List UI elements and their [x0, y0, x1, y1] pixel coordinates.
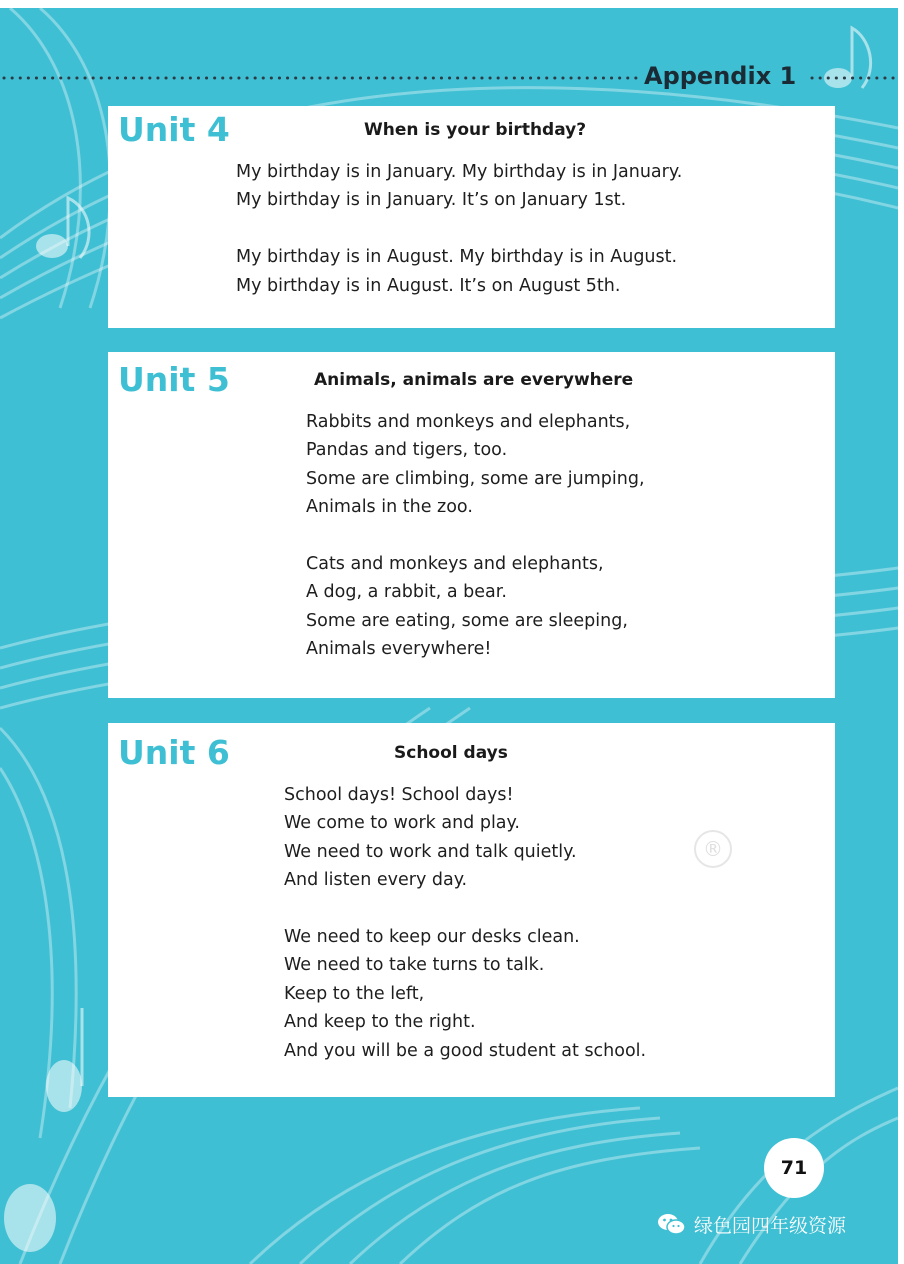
unit-5-lyrics [306, 408, 645, 664]
unit-4-lyrics [236, 158, 682, 300]
unit-4-panel [108, 106, 835, 328]
lyric-line: My birthday is in January. My birthday is in January. [236, 162, 683, 182]
lyric-line: And keep to the right. [284, 1012, 476, 1033]
unit-4-song-title: When is your birthday? [364, 120, 587, 140]
lyric-line: And listen every day. [284, 870, 468, 891]
lyric-line: Rabbits and monkeys and elephants, [306, 412, 631, 432]
unit-5-song-title: Animals, animals are everywhere [314, 370, 634, 390]
unit-4-heading: Unit 4 [118, 110, 230, 149]
unit-5-panel [108, 352, 835, 698]
lyric-line: Animals in the zoo. [306, 497, 473, 518]
lyric-line: Some are eating, some are sleeping, [306, 610, 628, 631]
lyric-line: Animals everywhere! [306, 639, 492, 660]
lyric-line: My birthday is in August. My birthday is in August. [236, 247, 678, 268]
lyric-line: Keep to the left, [284, 983, 425, 1004]
unit-6-heading: Unit 6 [118, 733, 230, 772]
lyric-line: And you will be a good student at school. [284, 1040, 647, 1061]
lyric-line: Some are climbing, some are jumping, [306, 468, 645, 489]
lyric-line: Pandas and tigers, too. [306, 440, 508, 461]
lyric-line: We come to work and play. [284, 813, 520, 834]
lyric-line: We need to take turns to talk. [284, 955, 545, 976]
page-number: 71 [764, 1138, 824, 1198]
lyric-line: A dog, a rabbit, a bear. [306, 582, 507, 603]
unit-5-heading: Unit 5 [118, 360, 230, 399]
lyric-line: School days! School days! [284, 785, 514, 805]
unit-6-lyrics [284, 781, 646, 1065]
watermark [656, 1208, 846, 1240]
lyric-line: Cats and monkeys and elephants, [306, 553, 604, 574]
appendix-label: Appendix 1 [644, 62, 797, 90]
lyric-line: My birthday is in January. It’s on January 1st. [236, 190, 627, 211]
unit-6-song-title: School days [394, 743, 508, 763]
wechat-icon [656, 1211, 686, 1237]
registered-mark: ® [694, 830, 732, 868]
watermark-text: 绿色园四年级资源 [694, 1214, 847, 1237]
lyric-line: My birthday is in August. It’s on August 5th. [236, 275, 621, 296]
unit-6-panel [108, 723, 835, 1097]
lyric-line: We need to work and talk quietly. [284, 841, 577, 862]
lyric-line: We need to keep our desks clean. [284, 926, 580, 947]
